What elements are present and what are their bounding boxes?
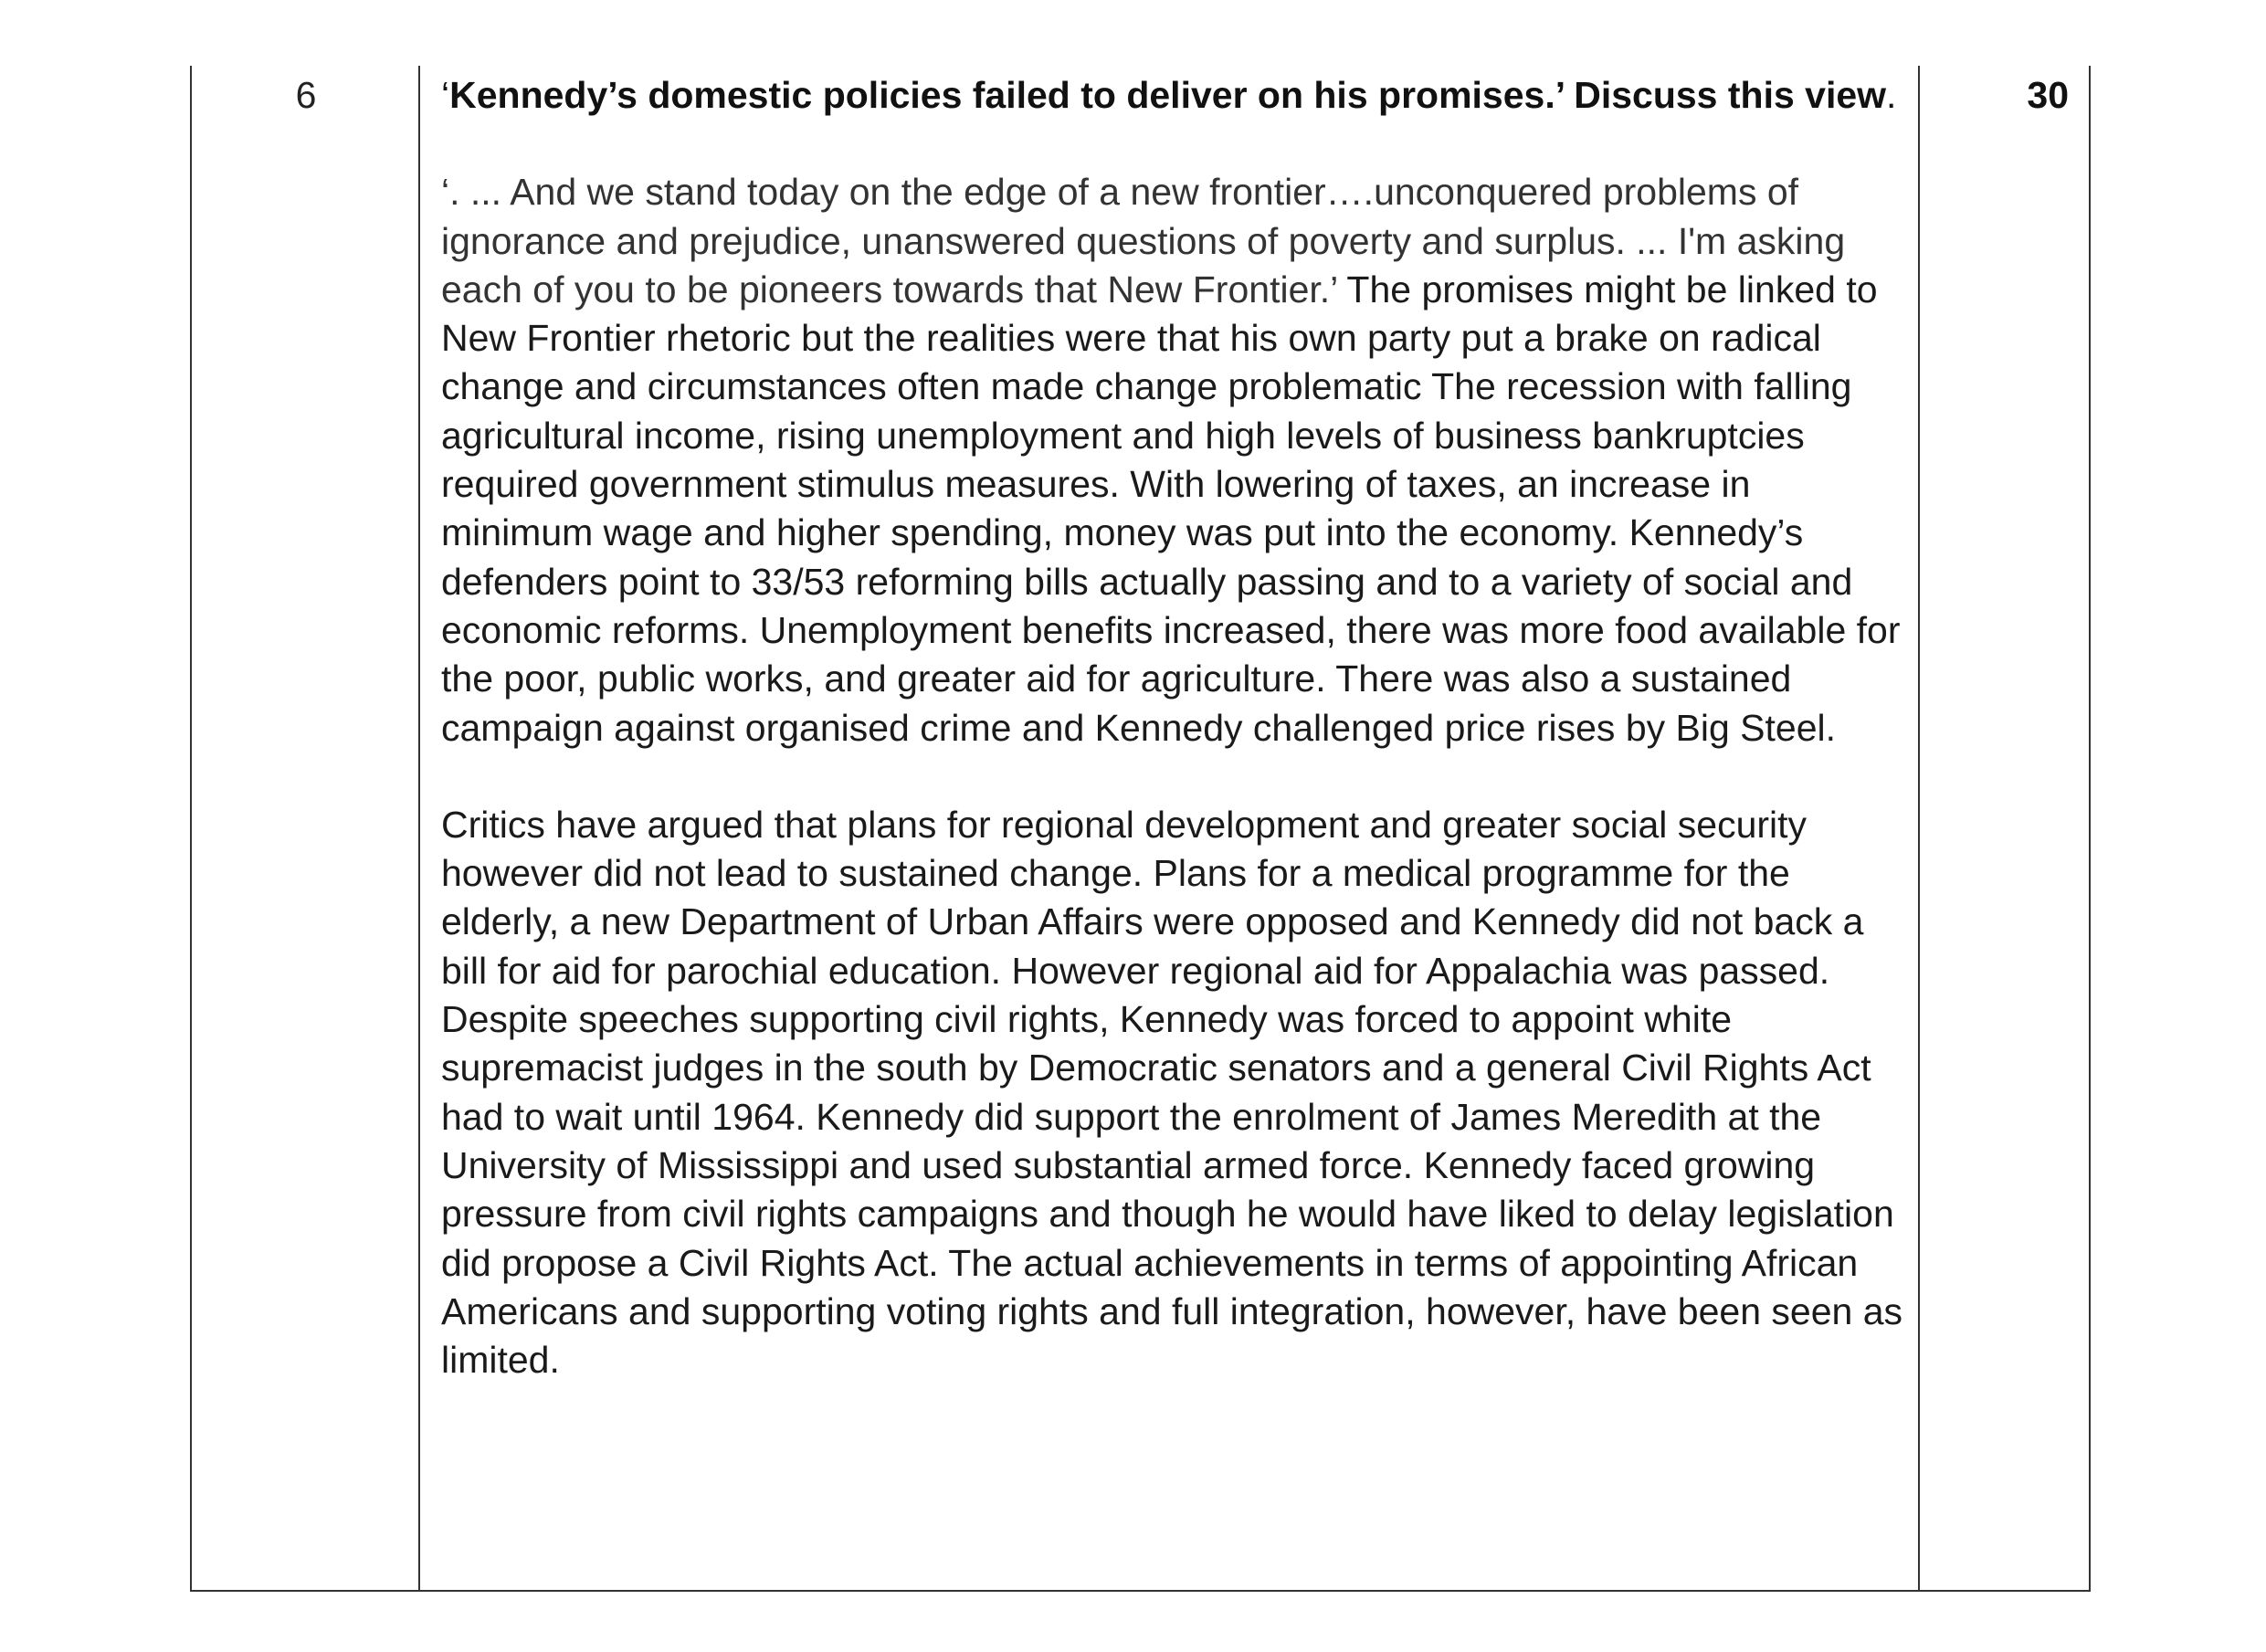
- question-number-cell: [192, 66, 420, 1590]
- question-prompt: [441, 71, 1907, 120]
- question-title-end: .: [1886, 74, 1897, 116]
- kennedy-quote: ‘. ... And we stand today on the edge of a new frontier….unconquered problems of ignorance and prejudice, unanswered questions of poverty and surplus. ... I'm asking each of you to be pioneers towards that New Frontier.’: [441, 171, 1846, 310]
- spacer: [441, 120, 1907, 168]
- question-open-quote: ‘: [441, 74, 450, 116]
- answer-paragraph-1: The promises might be linked to New Frontier rhetoric but the realities were that his own party put a brake on radical change and circumstances often made change problematic The recession with falling agricultural income, rising unemployment and high levels of business bankruptcies required government stimulus measures. With lowering of taxes, an increase in minimum wage and higher spending, money was put into the economy. Kennedy’s defenders point to 33/53 reforming bills actually passing and to a variety of social and economic reforms. Unemployment benefits increased, there was more food available for the poor, public works, and greater aid for agriculture. There was also a sustained campaign against organised crime and Kennedy challenged price rises by Big Steel.: [441, 268, 1901, 749]
- spacer: [441, 752, 1907, 801]
- question-number: 6: [295, 74, 317, 116]
- marks-value: 30: [2027, 74, 2069, 116]
- marks-cell: [1920, 66, 2089, 1590]
- mark-scheme-table: [190, 66, 2091, 1592]
- answer-content: [441, 71, 1907, 1384]
- question-title: Kennedy’s domestic policies failed to deliver on his promises.’ Discuss this view: [449, 74, 1887, 116]
- answer-paragraph-2: Critics have argued that plans for regional development and greater social security however did not lead to sustained change. Plans for a medical programme for the elderly, a new Department of Urban Affairs were opposed and Kennedy did not back a bill for aid for parochial education. However regional aid for Appalachia was passed. Despite speeches supporting civil rights, Kennedy was forced to appoint white supremacist judges in the south by Democratic senators and a general Civil Rights Act had to wait until 1964. Kennedy did support the enrolment of James Meredith at the University of Mississippi and used substantial armed force. Kennedy faced growing pressure from civil rights campaigns and though he would have liked to delay legislation did propose a Civil Rights Act. The actual achievements in terms of appointing African Americans and supporting voting rights and full integration, however, have been seen as limited.: [441, 803, 1903, 1382]
- answer-guidance-cell: [420, 66, 1920, 1590]
